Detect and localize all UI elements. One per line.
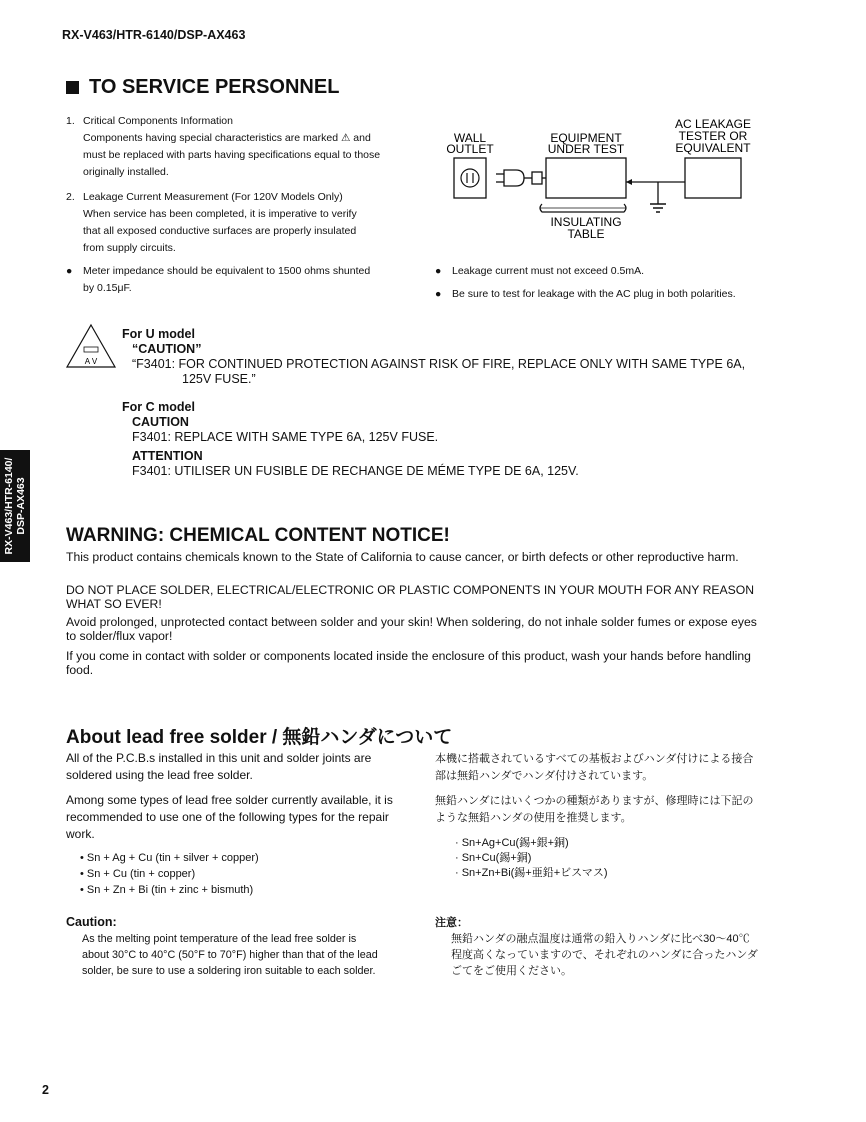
- note-line: by 0.15μF.: [83, 282, 132, 294]
- wall-outlet-label: WALL: [453, 131, 487, 145]
- item-heading: Critical Components Information: [83, 115, 233, 127]
- u-model-block: [122, 327, 745, 387]
- caution-line: As the melting point temperature of the lead free solder is: [82, 933, 357, 945]
- insulating-table-icon: [540, 204, 626, 212]
- jp-paragraph: [435, 793, 754, 827]
- item-line: from supply circuits.: [83, 242, 176, 254]
- equipment-label: UNDER TEST: [547, 142, 625, 156]
- warning-paragraph: Avoid prolonged, unprotected contact between solder and your skin! When soldering, do not inhale solder fumes or expose eyes to solder/flux vapor!: [66, 615, 757, 643]
- equipment-box: [546, 158, 626, 198]
- bullet-icon: ●: [66, 265, 73, 277]
- tester-label: EQUIVALENT: [675, 141, 751, 155]
- section-title-service: [66, 76, 339, 99]
- u-model-heading: For U model: [122, 327, 195, 341]
- c-model-block: [122, 400, 579, 479]
- item-line: Components having special characteristics are marked ⚠ and: [83, 132, 371, 144]
- document-header: RX-V463/HTR-6140/DSP-AX463: [62, 28, 246, 42]
- wall-outlet-label: OUTLET: [446, 142, 494, 156]
- en-paragraph: All of the P.C.B.s installed in this unit and solder joints are soldered using the lead free solder.: [66, 751, 372, 782]
- list-item: • Sn + Cu (tin + copper): [80, 868, 196, 880]
- item-line: When service has been completed, it is imperative to verify: [83, 208, 357, 220]
- item-line: originally installed.: [83, 166, 169, 178]
- list-item: · Sn+Ag+Cu(錫+銀+銅): [455, 837, 569, 849]
- jp-caution-title: 注意：: [435, 917, 468, 929]
- jp-line: 部は無鉛ハンダでハンダ付けされています。: [435, 770, 654, 782]
- warning-paragraph: If you come in contact with solder or components located inside the enclosure of this product, wash your hands before handling food.: [66, 649, 751, 677]
- page-number: 2: [42, 1083, 49, 1097]
- u-caution-heading: “CAUTION”: [132, 342, 202, 356]
- bullet-icon: ●: [435, 265, 442, 277]
- note-line: Leakage current must not exceed 0.5mA.: [452, 265, 645, 277]
- meter-impedance-note: [66, 263, 406, 297]
- triangle-label: A V: [84, 357, 98, 366]
- jp-caution-line: 程度高くなっていますので、それぞれのハンダに合ったハンダ: [451, 949, 758, 961]
- wall-outlet-box: [454, 158, 486, 198]
- plug-icon: [496, 170, 524, 186]
- tester-label: AC LEAKAGE: [674, 117, 752, 131]
- ground-icon: [650, 204, 666, 212]
- item-heading: Leakage Current Measurement (For 120V Models Only): [83, 191, 343, 203]
- service-item-1: [66, 113, 401, 181]
- side-tab-line: RX-V463/HTR-6140/: [3, 457, 15, 555]
- jp-caution-text: [451, 931, 758, 979]
- tester-label: TESTER OR: [678, 129, 748, 143]
- warning-triangle-icon: [64, 322, 118, 370]
- caution-line: about 30°C to 40°C (50°F to 70°F) higher than that of the lead: [82, 949, 378, 961]
- list-item: · Sn+Zn+Bi(錫+亜鉛+ビスマス): [455, 867, 608, 879]
- square-bullet-icon: [66, 81, 79, 94]
- jp-caution-line: ごてをご使用ください。: [451, 965, 572, 977]
- u-fuse-line: “F3401: FOR CONTINUED PROTECTION AGAINST RISK OF FIRE, REPLACE ONLY WITH SAME TYPE 6A,: [132, 357, 746, 371]
- caution-line: solder, be sure to use a soldering iron suitable to each solder.: [82, 965, 376, 977]
- c-fuse-line: F3401: REPLACE WITH SAME TYPE 6A, 125V FUSE.: [132, 430, 439, 444]
- polarity-note: [435, 286, 765, 303]
- side-tab-line: DSP-AX463: [15, 477, 27, 535]
- warning-title: WARNING: CHEMICAL CONTENT NOTICE!: [66, 525, 450, 546]
- en-caution-text: [82, 931, 378, 979]
- jp-line: 無鉛ハンダにはいくつかの種類がありますが、修理時には下記の: [435, 795, 754, 807]
- leakage-limit-note: [435, 263, 765, 280]
- jp-caution-line: 無鉛ハンダの融点温度は通常の鉛入りハンダに比べ30〜40℃: [451, 933, 750, 945]
- tester-box: [685, 158, 741, 198]
- en-caution-title: Caution:: [66, 915, 117, 929]
- side-tab: [0, 450, 30, 562]
- leakage-test-diagram: [440, 112, 760, 252]
- item-number: 2.: [66, 191, 75, 203]
- en-paragraph: Among some types of lead free solder currently available, it is recommended to use one of the following types for the repair work.: [66, 793, 393, 841]
- jp-line: 本機に搭載されているすべての基板およびハンダ付けによる接合: [435, 753, 754, 765]
- item-line: must be replaced with parts having specifications equal to those: [83, 149, 381, 161]
- c-attention-heading: ATTENTION: [132, 449, 203, 463]
- u-fuse-line: 125V FUSE.”: [182, 372, 256, 386]
- warning-paragraph: DO NOT PLACE SOLDER, ELECTRICAL/ELECTRONIC OR PLASTIC COMPONENTS IN YOUR MOUTH FOR ANY REASON WHAT SO EVER!: [66, 583, 755, 611]
- note-line: Meter impedance should be equivalent to 1500 ohms shunted: [83, 265, 371, 277]
- jp-line: ような無鉛ハンダの使用を推奨します。: [435, 812, 632, 824]
- c-fuse-line-fr: F3401: UTILISER UN FUSIBLE DE RECHANGE DE MÉME TYPE DE 6A, 125V.: [132, 464, 579, 478]
- c-model-heading: For C model: [122, 400, 195, 414]
- bullet-icon: ●: [435, 288, 442, 300]
- list-item: · Sn+Cu(錫+銅): [455, 852, 532, 864]
- jp-paragraph: [435, 751, 753, 785]
- jp-solder-list: [455, 836, 608, 881]
- item-number: 1.: [66, 115, 75, 127]
- c-caution-heading: CAUTION: [132, 415, 189, 429]
- equipment-label: EQUIPMENT: [550, 131, 622, 145]
- en-solder-list: [80, 850, 259, 898]
- list-item: • Sn + Zn + Bi (tin + zinc + bismuth): [80, 884, 254, 896]
- note-line: Be sure to test for leakage with the AC plug in both polarities.: [452, 288, 736, 300]
- insulating-label: TABLE: [567, 227, 605, 241]
- section-title-text: TO SERVICE PERSONNEL: [89, 76, 340, 98]
- insulating-label: INSULATING: [550, 215, 622, 229]
- about-title: About lead free solder / 無鉛ハンダについて: [66, 727, 453, 748]
- list-item: • Sn + Ag + Cu (tin + silver + copper): [80, 852, 259, 864]
- warning-paragraph: This product contains chemicals known to the State of California to cause cancer, or birth defects or other reproductive harm.: [66, 550, 739, 564]
- service-item-2: [66, 189, 401, 257]
- item-line: that all exposed conductive surfaces are properly insulated: [83, 225, 357, 237]
